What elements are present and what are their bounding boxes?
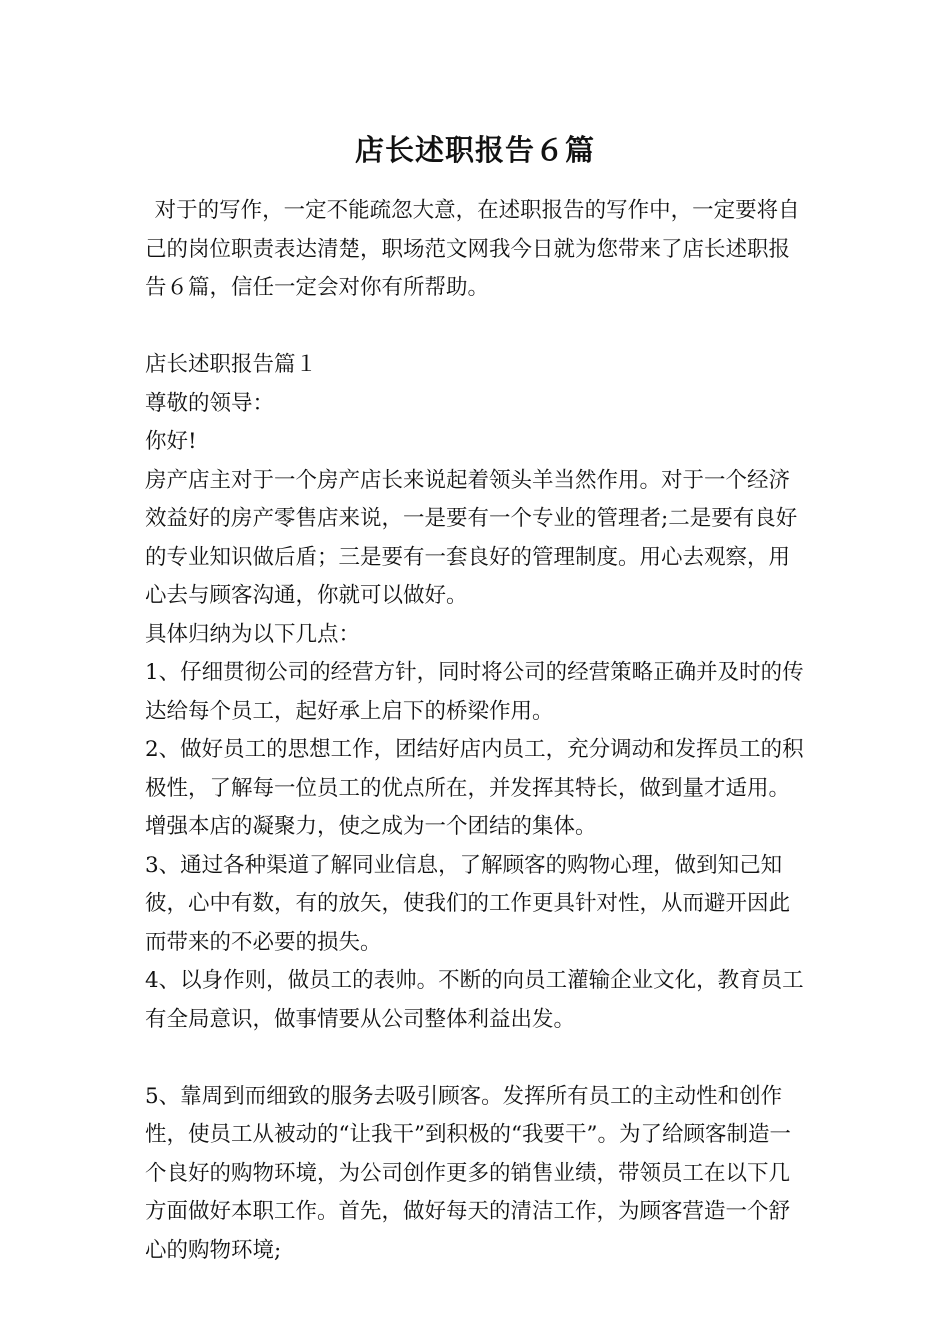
paragraph-spacer [145,1039,807,1078]
list-item: 1、仔细贯彻公司的经营方针，同时将公司的经营策略正确并及时的传达给每个员工，起好承上启下的桥梁作用。 [145,660,804,724]
document-title: 店长述职报告６篇 [354,133,595,167]
greeting: 你好! [145,429,197,454]
salutation: 尊敬的领导： [145,390,275,416]
list-item: 3、通过各种渠道了解同业信息，了解顾客的购物心理，做到知己知彼，心中有数，有的放矢，使我们的工作更具针对性，从而避开因此而带来的不必要的损失。 [145,852,791,955]
summary-lead: 具体归纳为以下几点： [145,621,361,647]
document-body [145,192,807,1270]
paragraph-spacer [145,308,807,347]
list-item: 4、以身作则，做员工的表帅。不断的向员工灌输企业文化，教育员工有全局意识，做事情要从公司整体利益出发。 [145,968,804,1032]
list-item: 5、靠周到而细致的服务去吸引顾客。发挥所有员工的主动性和创作性，使员工从被动的“让我干”到积极的“我要干”。为了给顾客制造一个良好的购物环境，为公司创作更多的销售业绩，带领员工在以下几方面做好本职工作。首先，做好每天的清洁工作，为顾客营造一个舒心的购物环境; [145,1083,791,1263]
list-item: 2、做好员工的思想工作，团结好店内员工，充分调动和发挥员工的积极性，了解每一位员工的优点所在，并发挥其特长，做到量才适用。增强本店的凝聚力，使之成为一个团结的集体。 [145,737,804,839]
section-heading: 店长述职报告篇１ [145,352,318,377]
intro-paragraph: 对于的写作，一定不能疏忽大意，在述职报告的写作中，一定要将自己的岗位职责表达清楚，职场范文网我今日就为您带来了店长述职报告６篇，信任一定会对你有所帮助。 [145,198,800,300]
main-paragraph: 房产店主对于一个房产店长来说起着领头羊当然作用。对于一个经济效益好的房产零售店来说，一是要有一个专业的管理者;二是要有良好的专业知识做后盾；三是要有一套良好的管理制度。用心去观察，用心去与顾客沟通，你就可以做好。 [145,467,798,608]
